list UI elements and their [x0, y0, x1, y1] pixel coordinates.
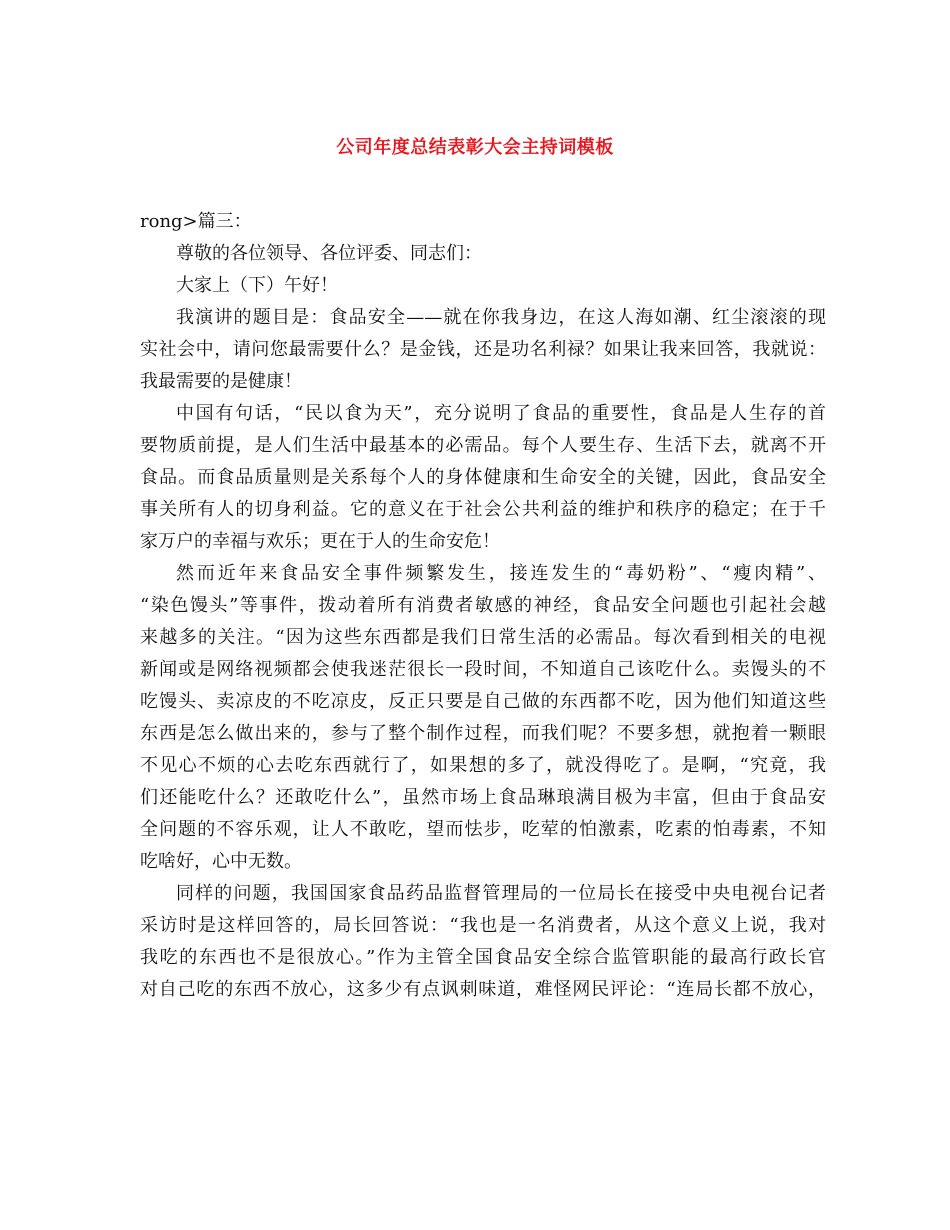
text-line-salutation: 尊敬的各位领导、各位评委、同志们： [176, 243, 482, 264]
document-title: 公司年度总结表彰大会主持词模板 [336, 137, 614, 158]
text-line: 食品。而食品质量则是关系每个人的身体健康和生命安全的关键，因此，食品安全 [140, 467, 826, 488]
text-line: 采访时是这样回答的，局长回答说：“我也是一名消费者，从这个意义上说，我对 [140, 915, 826, 936]
text-line: 中国有句话，“民以食为天”，充分说明了食品的重要性，食品是人生存的首 [176, 403, 826, 424]
text-line: 不见心不烦的心去吃东西就行了，如果想的多了，就没得吃了。是啊，“究竟，我 [140, 755, 826, 776]
text-line: 吃馒头、卖凉皮的不吃凉皮，反正只要是自己做的东西都不吃，因为他们知道这些 [140, 691, 826, 712]
text-line: 全问题的不容乐观，让人不敢吃，望而怯步，吃荤的怕激素，吃素的怕毒素，不知 [140, 819, 826, 840]
text-line: 我演讲的题目是：食品安全——就在你我身边，在这人海如潮、红尘滚滚的现 [176, 307, 826, 328]
text-line: 实社会中，请问您最需要什么？是金钱，还是功名利禄？如果让我来回答，我就说： [140, 339, 826, 360]
text-line: 吃啥好，心中无数。 [140, 851, 302, 872]
text-line: 东西是怎么做出来的，参与了整个制作过程，而我们呢？不要多想，就抱着一颗眼 [140, 723, 826, 744]
text-line-greeting: 大家上（下）午好！ [176, 275, 338, 296]
text-line: 家万户的幸福与欢乐；更在于人的生命安危！ [140, 531, 500, 552]
text-line: “染色馒头”等事件，拨动着所有消费者敏感的神经，食品安全问题也引起社会越 [140, 595, 826, 616]
text-line: 然而近年来食品安全事件频繁发生，接连发生的“毒奶粉”、“瘦肉精”、 [176, 563, 826, 584]
text-line: 来越多的关注。“因为这些东西都是我们日常生活的必需品。每次看到相关的电视 [140, 627, 826, 648]
text-line: 事关所有人的切身利益。它的意义在于社会公共利益的维护和秩序的稳定；在于千 [140, 499, 826, 520]
text-line: 我最需要的是健康！ [140, 371, 302, 392]
text-line: 对自己吃的东西不放心，这多少有点讽刺味道，难怪网民评论：“连局长都不放心， [140, 979, 826, 1000]
text-line: 我吃的东西也不是很放心。”作为主管全国食品安全综合监管职能的最高行政长官 [140, 947, 826, 968]
text-line: 同样的问题，我国国家食品药品监督管理局的一位局长在接受中央电视台记者 [176, 883, 826, 904]
text-line: 要物质前提，是人们生活中最基本的必需品。每个人要生存、生活下去，就离不开 [140, 435, 826, 456]
document-body [140, 206, 826, 1006]
text-line: 们还能吃什么？还敢吃什么”，虽然市场上食品琳琅满目极为丰富，但由于食品安 [140, 787, 826, 808]
text-line: 新闻或是网络视频都会使我迷茫很长一段时间，不知道自己该吃什么。卖馒头的不 [140, 659, 826, 680]
text-line-section: rong>篇三： [140, 211, 252, 232]
